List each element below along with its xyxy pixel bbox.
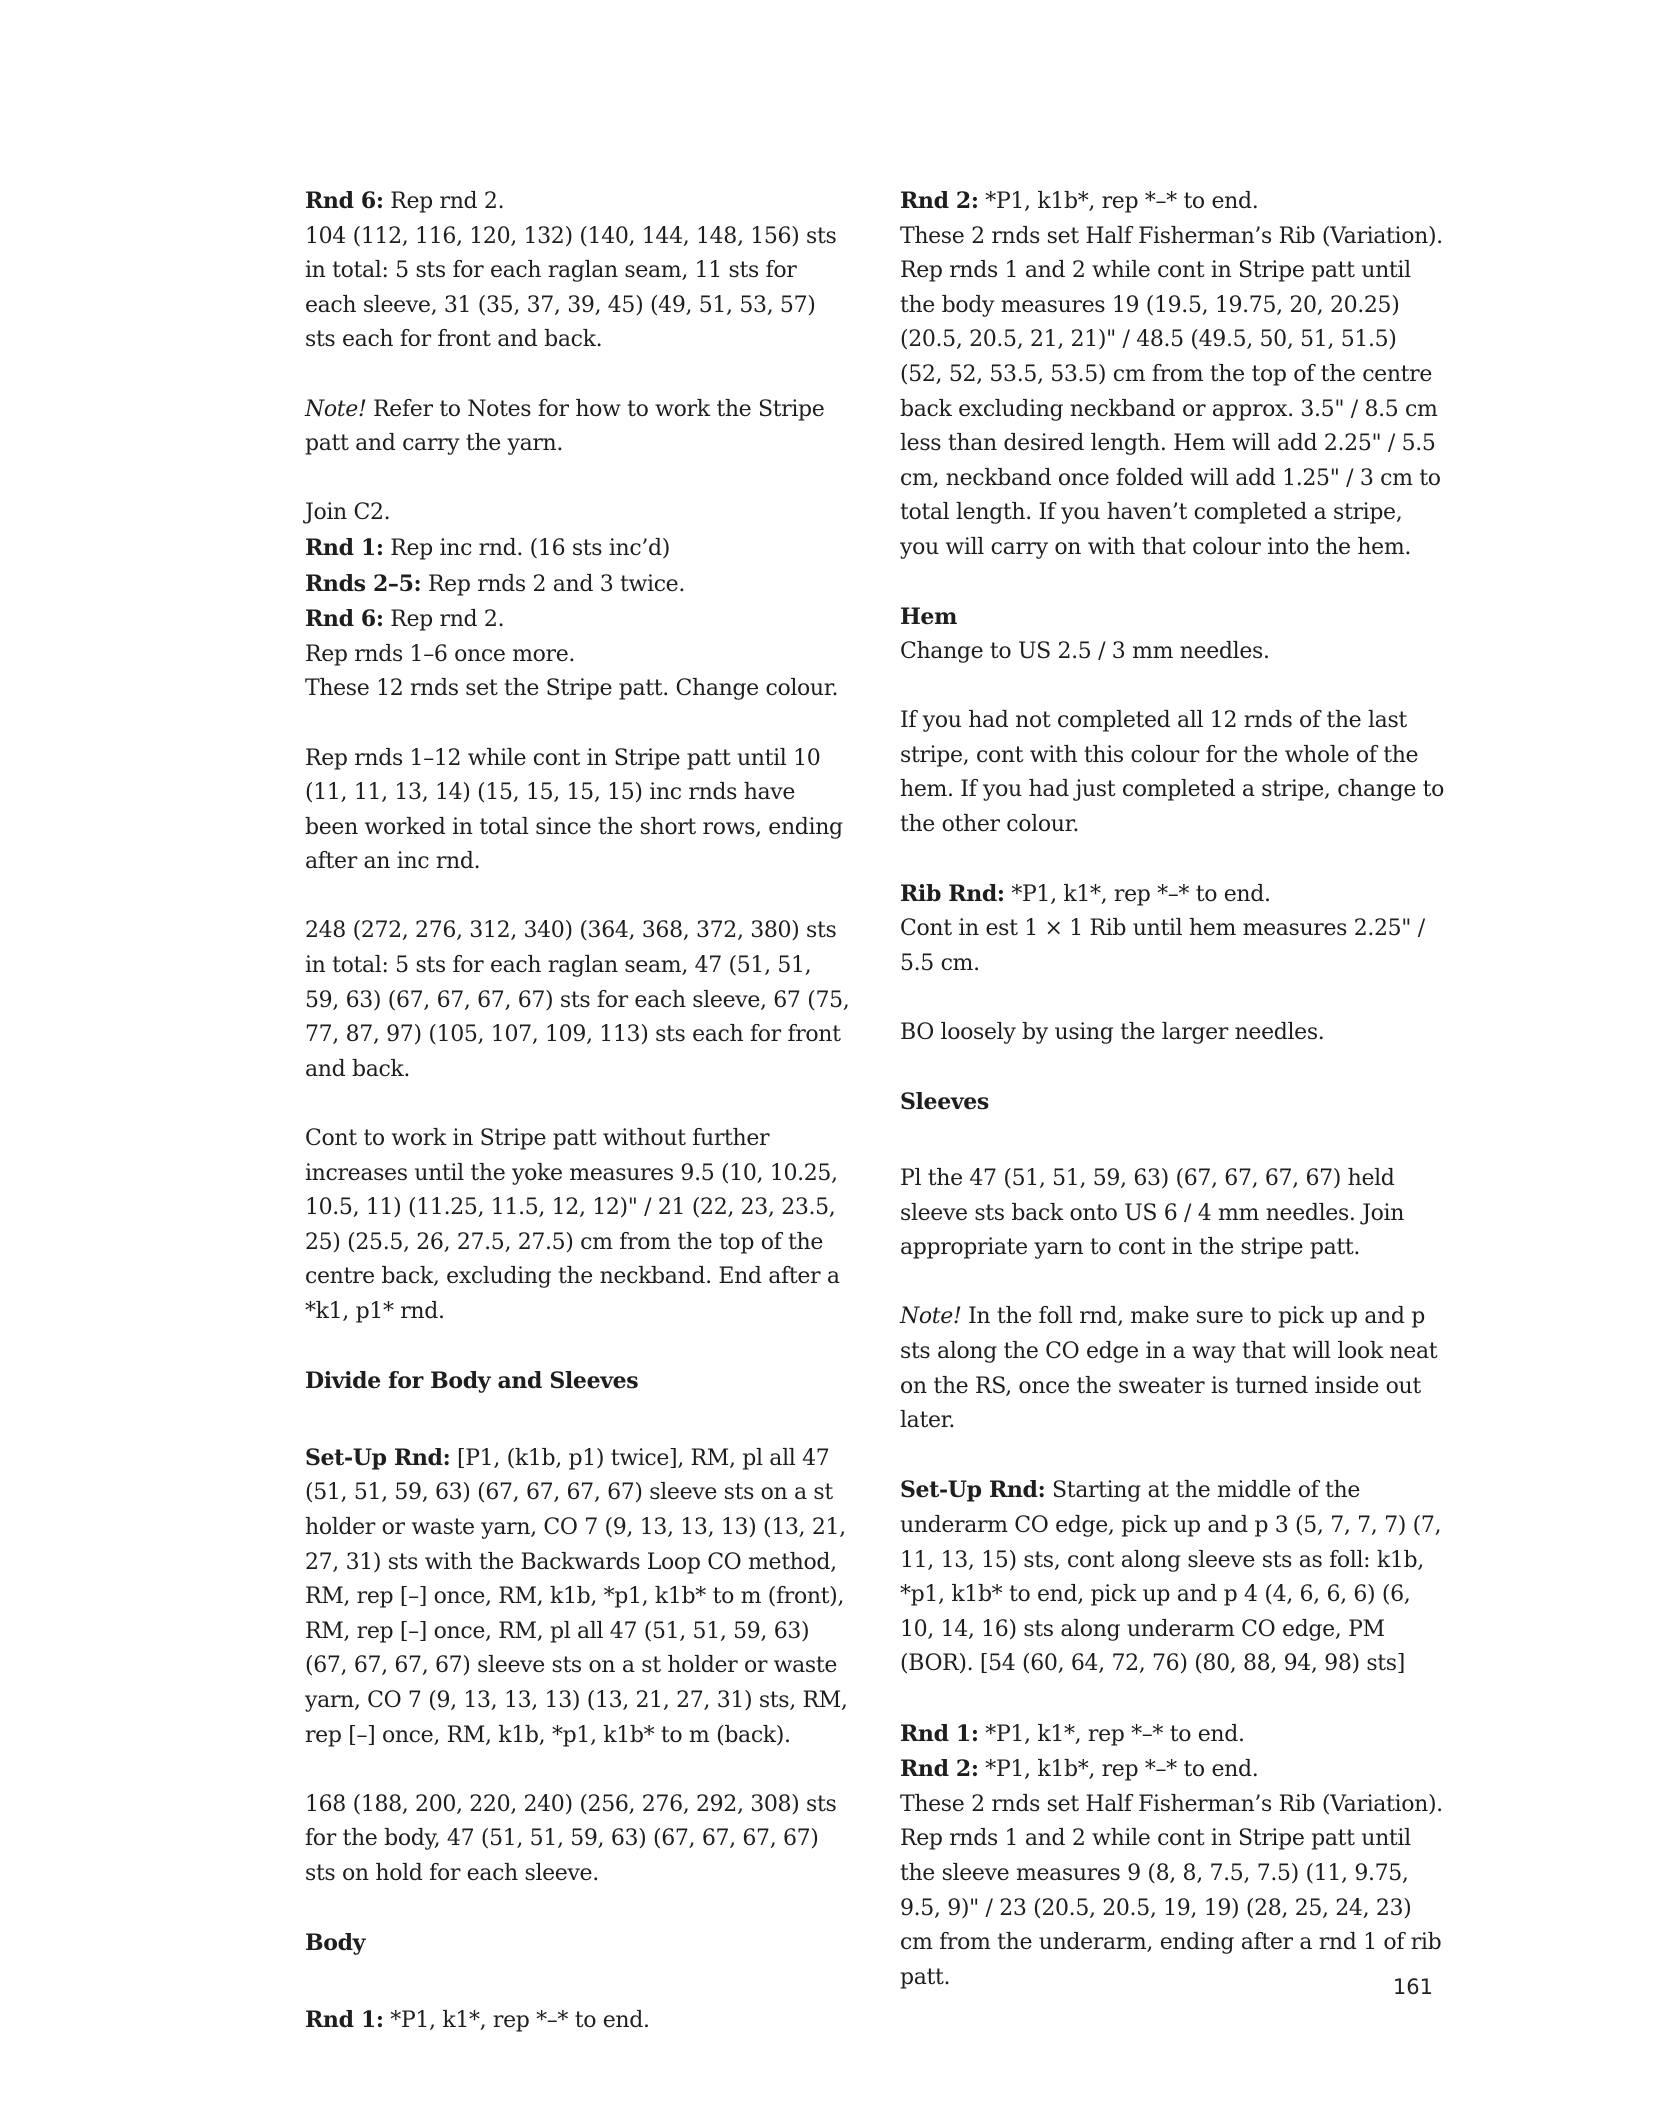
sleeve-note-paragraph: Note! In the foll rnd, make sure to pick up and p sts along the CO edge in a way that will look neat on the RS, once the sweater is turned inside out later. [900,1304,1438,1434]
note-paragraph: Note! Refer to Notes for how to work the Stripe patt and carry the yarn. [305,396,825,457]
instruction-rnd6: Rnd 6: Rep rnd 2. [305,188,505,214]
section-heading-sleeves: Sleeves [900,1089,989,1116]
right-column [900,184,1445,1995]
section-heading-hem: Hem [900,604,958,631]
stitch-count-paragraph: 104 (112, 116, 120, 132) (140, 144, 148, 156) sts in total: 5 sts for each raglan seam, 11 sts for each sleeve, 31 (35, 37, 39, 45) (49, 51, 53, 57) sts each for front and back. [305,223,837,353]
left-column [305,184,850,2038]
sleeve-setup-paragraph: Set-Up Rnd: Starting at the middle of the underarm CO edge, pick up and p 3 (5, 7, 7, 7) (7, 11, 13, 15) sts, cont along sleeve sts as foll: k1b, *p1, k1b* to end, pick up and p 4 (4, 6, 6, 6) (6, 10, 14, 16) sts along underarm CO edge, PM (BOR). [54 (60, 64, 72, 76) (80, 88, 94, 98) sts] [900,1477,1442,1677]
sleeve-rnd1-instruction: Rnd 1: *P1, k1*, rep *–* to end. [900,1720,1245,1747]
sleeve-rib-paragraph: These 2 rnds set Half Fisherman’s Rib (Variation). Rep rnds 1 and 2 while cont in Stripe patt until the sleeve measures 9 (8, 8, 7.5, 7.5) (11, 9.75, 9.5, 9)" / 23 (20.5, 20.5, 19, 19) (28, 25, 24, 23) cm from the underarm, ending after a rnd 1 of rib patt. [900,1791,1443,1990]
instruction-rnd6-repeat: Rnd 6: Rep rnd 2. [305,606,505,633]
section-heading-body: Body [305,1930,366,1957]
rib-continue-instruction: Cont in est 1 × 1 Rib until hem measures 2.25" / 5.5 cm. [900,916,1425,977]
bind-off-instruction: BO loosely by using the larger needles. [900,1020,1325,1046]
instruction-rnds-2-5: Rnds 2–5: Rep rnds 2 and 3 twice. [305,570,685,597]
join-instruction: Join C2. [305,500,391,526]
section-heading-divide: Divide for Body and Sleeves [305,1368,639,1395]
hem-needles-instruction: Change to US 2.5 / 3 mm needles. [900,638,1270,664]
body-stitch-count-paragraph: 168 (188, 200, 220, 240) (256, 276, 292, 308) sts for the body, 47 (51, 51, 59, 63) (67, 67, 67, 67) sts on hold for each sleeve. [305,1791,837,1886]
instruction-rnd2: Rnd 2: *P1, k1b*, rep *–* to end. [900,188,1259,214]
instruction-rnd1: Rnd 1: Rep inc rnd. (16 sts inc’d) [305,534,670,561]
sleeve-rnd2-instruction: Rnd 2: *P1, k1b*, rep *–* to end. [900,1756,1259,1783]
stitch-count-paragraph-2: 248 (272, 276, 312, 340) (364, 368, 372, 380) sts in total: 5 sts for each raglan seam, 47 (51, 51, 59, 63) (67, 67, 67, 67) sts for each sleeve, 67 (75, 77, 87, 97) (105, 107, 109, 113) sts each for front and back. [305,918,850,1082]
repeat-rounds-paragraph: Rep rnds 1–12 while cont in Stripe patt until 10 (11, 11, 13, 14) (15, 15, 15, 15) inc rnds have been worked in total since the short rows, ending after an inc rnd. [305,745,843,875]
repeat-once-instruction: Rep rnds 1–6 once more. [305,641,576,667]
sleeves-pickup-paragraph: Pl the 47 (51, 51, 59, 63) (67, 67, 67, 67) held sleeve sts back onto US 6 / 4 mm needles. Join appropriate yarn to cont in the stripe patt. [900,1166,1405,1261]
rib-round-instruction: Rib Rnd: *P1, k1*, rep *–* to end. [900,880,1271,907]
hem-colour-paragraph: If you had not completed all 12 rnds of the last stripe, cont with this colour for the whole of the hem. If you had just completed a stripe, change to the other colour. [900,707,1445,837]
yoke-paragraph: Cont to work in Stripe patt without further increases until the yoke measures 9.5 (10, 10.25, 10.5, 11) (11.25, 11.5, 12, 12)" / 21 (22, 23, 23.5, 25) (25.5, 26, 27.5, 27.5) cm from the top of the centre back, excluding the neckband. End after a *k1, p1* rnd. [305,1126,840,1324]
setup-round-paragraph: Set-Up Rnd: [P1, (k1b, p1) twice], RM, pl all 47 (51, 51, 59, 63) (67, 67, 67, 67) sleeve sts on a st holder or waste yarn, CO 7 (9, 13, 13, 13) (13, 21, 27, 31) sts with the Backwards Loop CO method, RM, rep [–] once, RM, k1b, *p1, k1b* to m (front), RM, rep [–] once, RM, pl all 47 (51, 51, 59, 63) (67, 67, 67, 67) sleeve sts on a st holder or waste yarn, CO 7 (9, 13, 13, 13) (13, 21, 27, 31) sts, RM, rep [–] once, RM, k1b, *p1, k1b* to m (back). [305,1444,848,1748]
body-rnd1-instruction: Rnd 1: *P1, k1*, rep *–* to end. [305,2006,650,2033]
body-rib-paragraph: These 2 rnds set Half Fisherman’s Rib (Variation). Rep rnds 1 and 2 while cont in Stripe patt until the body measures 19 (19.5, 19.75, 20, 20.25) (20.5, 20.5, 21, 21)" / 48.5 (49.5, 50, 51, 51.5) (52, 52, 53.5, 53.5) cm from the top of the centre back excluding neckband or approx. 3.5" / 8.5 cm less than desired length. Hem will add 2.25" / 5.5 cm, neckband once folded will add 1.25" / 3 cm to total length. If you haven’t completed a stripe, you will carry on with that colour into the hem. [900,223,1443,560]
stripe-set-instruction: These 12 rnds set the Stripe patt. Change colour. [305,676,839,702]
page-number: 161 [1392,1975,1433,1999]
